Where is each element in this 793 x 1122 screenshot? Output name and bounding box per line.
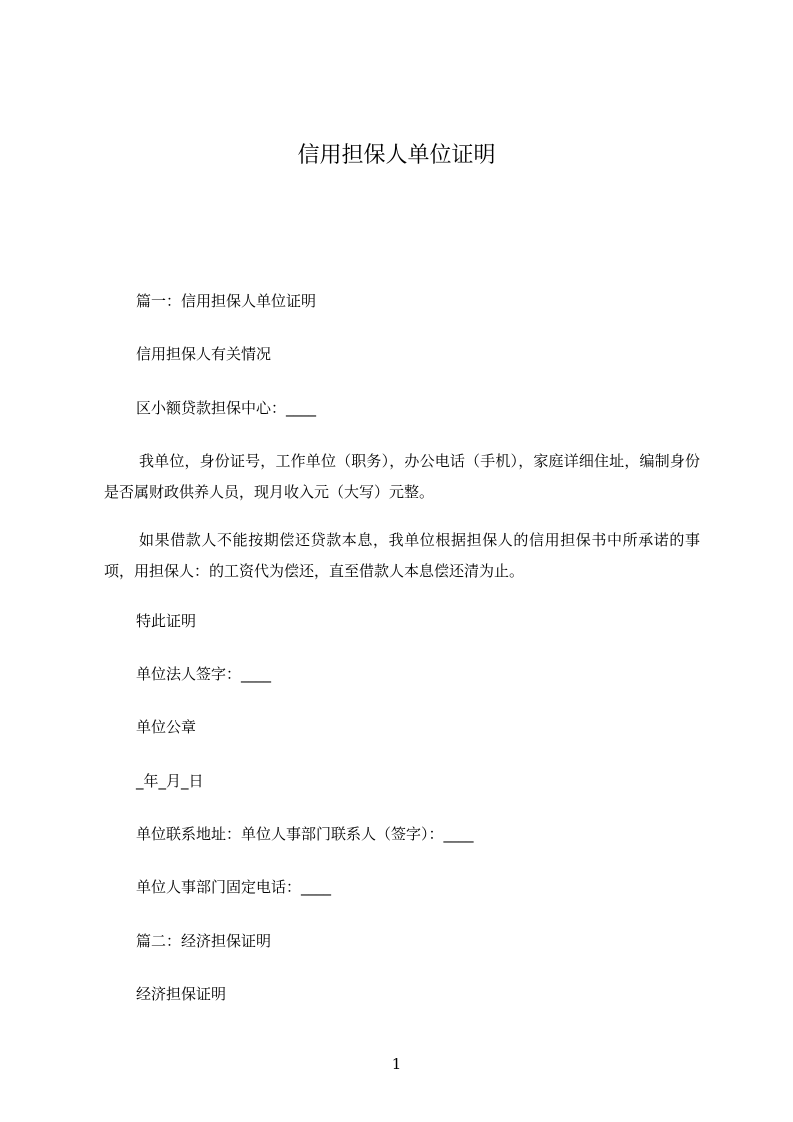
section1-heading: 篇一：信用担保人单位证明 [136,292,317,310]
hr-phone-line: 单位人事部门固定电话：____ [136,878,332,896]
section2-heading: 篇二：经济担保证明 [136,932,272,950]
section2-subheading: 经济担保证明 [136,985,227,1003]
date-line: _年_月_日 [136,772,204,790]
address-contact-line: 单位联系地址：单位人事部门联系人（签字）：____ [136,825,474,843]
document-title: 信用担保人单位证明 [297,143,496,168]
legal-signature-line: 单位法人签字：____ [136,665,272,683]
page-number: 1 [391,1055,402,1073]
seal-line: 单位公章 [136,718,197,736]
subheading: 信用担保人有关情况 [136,345,272,363]
paragraph-2: 如果借款人不能按期偿还贷款本息，我单位根据担保人的信用担保书中所承诺的事项，用担保人：的工资代为偿还，直至借款人本息偿还清为止。 [104,531,700,580]
recipient-line: 区小额贷款担保中心：____ [136,399,317,417]
paragraph-1: 我单位，身份证号，工作单位（职务），办公电话（手机），家庭详细住址，编制身份是否属财政供养人员，现月收入元（大写）元整。 [104,452,700,501]
certify-line: 特此证明 [136,612,197,630]
